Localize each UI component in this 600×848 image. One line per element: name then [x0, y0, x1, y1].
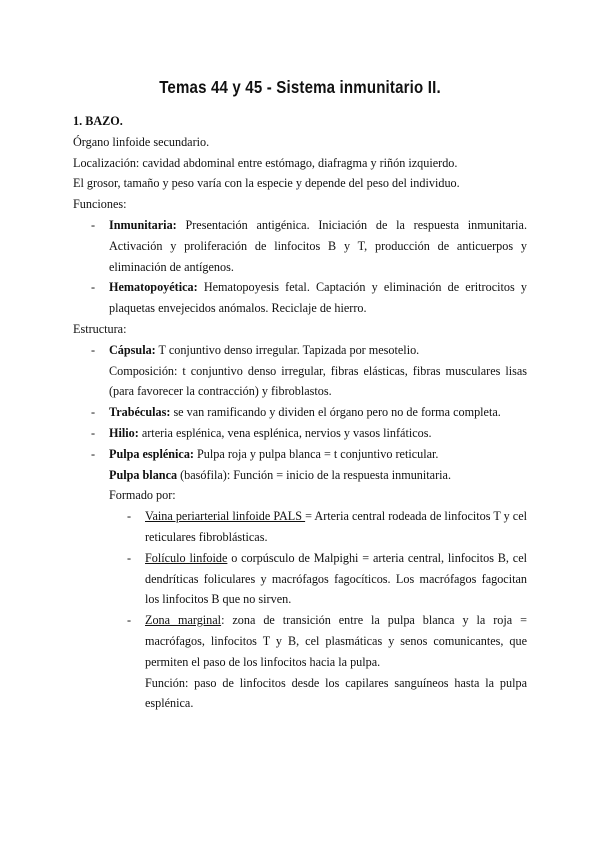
- definition: arteria esplénica, vena esplénica, nervios y vasos linfáticos.: [138, 425, 432, 440]
- zona-marginal-funcion: Función: paso de linfocitos desde los capilares sanguíneos hasta la pulpa esplénica.: [145, 675, 527, 711]
- list-item-pals: [73, 506, 527, 548]
- functions-label: Funciones:: [73, 197, 127, 212]
- term: Zona marginal: [145, 613, 222, 628]
- bullet-dash: -: [127, 550, 132, 565]
- section-heading: 1. BAZO.: [73, 114, 123, 128]
- term: Pulpa esplénica:: [109, 446, 194, 461]
- bullet-dash: -: [91, 425, 96, 440]
- list-item-pulpa: [73, 444, 527, 465]
- list-item-foliculo: [73, 548, 527, 610]
- bullet-dash: -: [127, 613, 132, 628]
- definition: se van ramificando y dividen el órgano pero no de forma completa.: [170, 405, 501, 420]
- formado-label: Formado por:: [109, 488, 176, 503]
- definition: : zona de transición entre la pulpa blanca y la roja = macrófagos, linfocitos T y B, cel plasmáticas y senos comunicantes, que permiten el paso de los linfocitos hacia la pulpa.: [145, 613, 528, 669]
- list-item-capsula: [73, 340, 527, 361]
- list-item-zona-marginal: [73, 610, 527, 672]
- definition: o corpúsculo de Malpighi = arteria central, linfocitos B, cel dendríticas foliculares y macrófagos fagocíticos. Los macrófagos fagocitan los linfocitos B que no sirven.: [145, 550, 527, 607]
- list-item-trabeculas: [73, 402, 527, 423]
- intro-line: El grosor, tamaño y peso varía con la especie y depende del peso del individuo.: [73, 176, 460, 191]
- structure-label: Estructura:: [73, 321, 127, 336]
- term: Cápsula:: [109, 342, 156, 357]
- term: Trabéculas:: [109, 405, 171, 420]
- bullet-dash: -: [91, 342, 96, 357]
- term: Inmunitaria:: [109, 217, 177, 232]
- bullet-dash: -: [91, 405, 96, 420]
- term: Pulpa blanca: [109, 467, 178, 482]
- term: Folículo linfoide: [145, 550, 228, 565]
- pulpa-blanca-line: [73, 465, 527, 486]
- list-item-hilio: [73, 423, 527, 444]
- bullet-dash: -: [91, 217, 96, 232]
- bullet-dash: -: [127, 509, 132, 524]
- intro-line: Localización: cavidad abdominal entre estómago, diafragma y riñón izquierdo.: [73, 155, 458, 170]
- list-item-hematopoyetica: [73, 277, 527, 319]
- term: Vaina periarterial linfoide PALS: [145, 509, 306, 524]
- capsula-composition: Composición: t conjuntivo denso irregular, fibras elásticas, fibras musculares lisas (para favorecer la contracción) y fibroblastos.: [109, 363, 527, 399]
- definition: Hematopoyesis fetal. Captación y eliminación de eritrocitos y plaquetas envejecidos anómalos. Reciclaje de hierro.: [109, 280, 527, 316]
- term: Hematopoyética:: [109, 280, 198, 295]
- definition: (basófila): Función = inicio de la respuesta inmunitaria.: [177, 467, 451, 482]
- term: Hilio:: [109, 425, 139, 440]
- intro-line: Órgano linfoide secundario.: [73, 134, 210, 149]
- definition: = Arteria central rodeada de linfocitos T y cel reticulares fibroblásticas.: [145, 509, 527, 544]
- definition: Presentación antigénica. Iniciación de la respuesta inmunitaria. Activación y proliferación de linfocitos B y T, producción de anticuerpos y eliminación de antígenos.: [109, 217, 527, 274]
- list-item-inmunitaria: [73, 215, 527, 277]
- definition: T conjuntivo denso irregular. Tapizada por mesotelio.: [155, 342, 420, 357]
- bullet-dash: -: [91, 446, 96, 461]
- page-title: Temas 44 y 45 - Sistema inmunitario II.: [159, 77, 441, 97]
- bullet-dash: -: [91, 280, 96, 295]
- definition: Pulpa roja y pulpa blanca = t conjuntivo reticular.: [193, 446, 439, 461]
